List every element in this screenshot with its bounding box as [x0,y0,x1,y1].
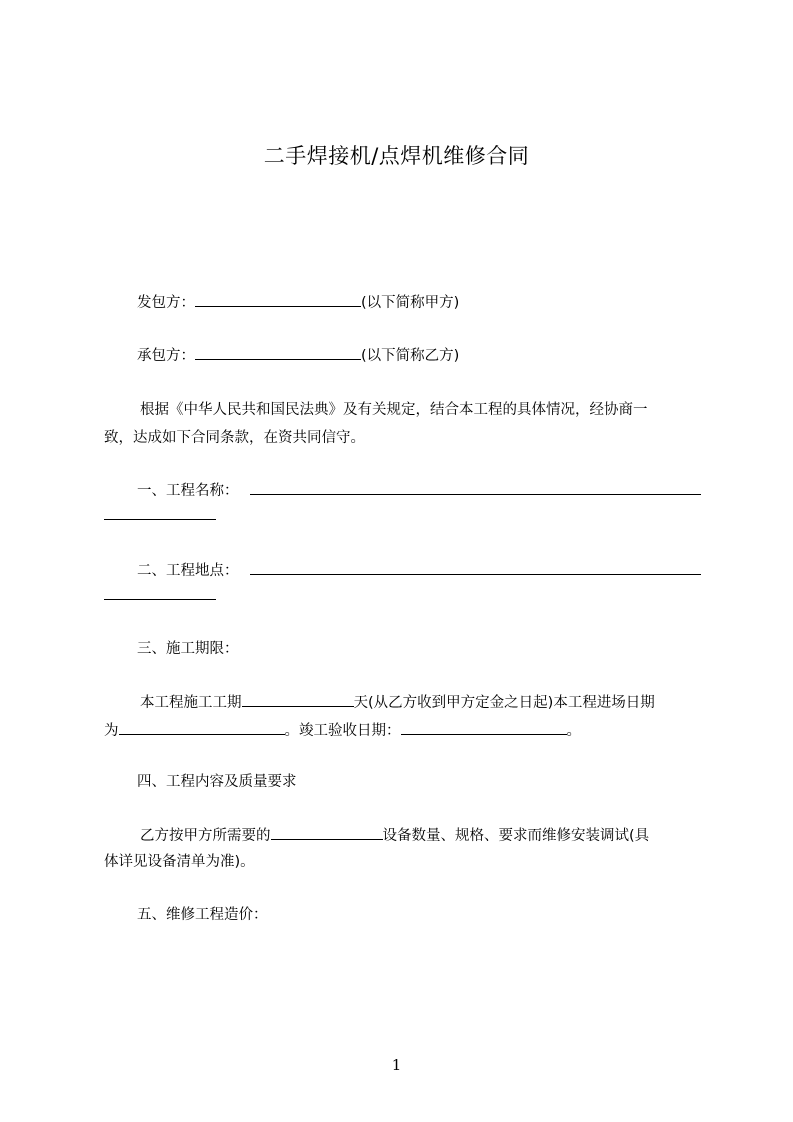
entry-date-blank[interactable] [119,720,285,735]
party-b-label: 承包方： [137,348,195,364]
section-1-blank-line-2[interactable] [104,519,216,520]
equipment-blank[interactable] [271,825,383,840]
preamble-line-2: 致，达成如下合同条款，在资共同信守。 [104,430,365,446]
content-suffix: 设备数量、规格、要求而维修安装调试(具 [382,828,650,844]
section-4-line-2: 体详见设备清单为准)。 [104,854,255,870]
party-a-blank[interactable] [195,292,361,307]
completion-date-label: 。竣工验收日期： [284,723,401,739]
section-3-heading: 三、施工期限： [137,641,239,657]
content-label: 乙方按甲方所需要的 [140,828,271,844]
section-1-heading: 一、工程名称： [137,483,239,499]
section-2-heading: 二、工程地点： [137,563,239,579]
duration-suffix: 天(从乙方收到甲方定金之日起)本工程进场日期 [353,695,655,711]
page-number: 1 [391,1056,402,1074]
document-title: 二手焊接机/点焊机维修合同 [263,144,530,168]
section-2-blank-line-1[interactable] [250,574,701,575]
section-4-heading: 四、工程内容及质量要求 [137,774,297,790]
entry-date-label: 为 [104,723,119,739]
section-3-end: 。 [566,723,581,739]
party-a-line [137,292,459,313]
section-3-line-2 [104,720,581,741]
section-4-line-1 [140,825,649,846]
section-1-blank-line-1[interactable] [250,494,701,495]
party-b-line [137,345,459,366]
party-b-suffix: (以下简称乙方) [361,348,460,364]
party-a-suffix: (以下简称甲方) [361,295,460,311]
preamble-line-1: 根据《中华人民共和国民法典》及有关规定，结合本工程的具体情况，经协商一 [140,402,648,418]
section-2-blank-line-2[interactable] [104,599,216,600]
completion-date-blank[interactable] [401,720,567,735]
section-3-line-1 [140,692,655,713]
duration-label: 本工程施工工期 [140,695,242,711]
party-b-blank[interactable] [195,345,361,360]
party-a-label: 发包方： [137,295,195,311]
duration-blank[interactable] [242,692,354,707]
section-5-heading: 五、维修工程造价： [137,907,268,923]
